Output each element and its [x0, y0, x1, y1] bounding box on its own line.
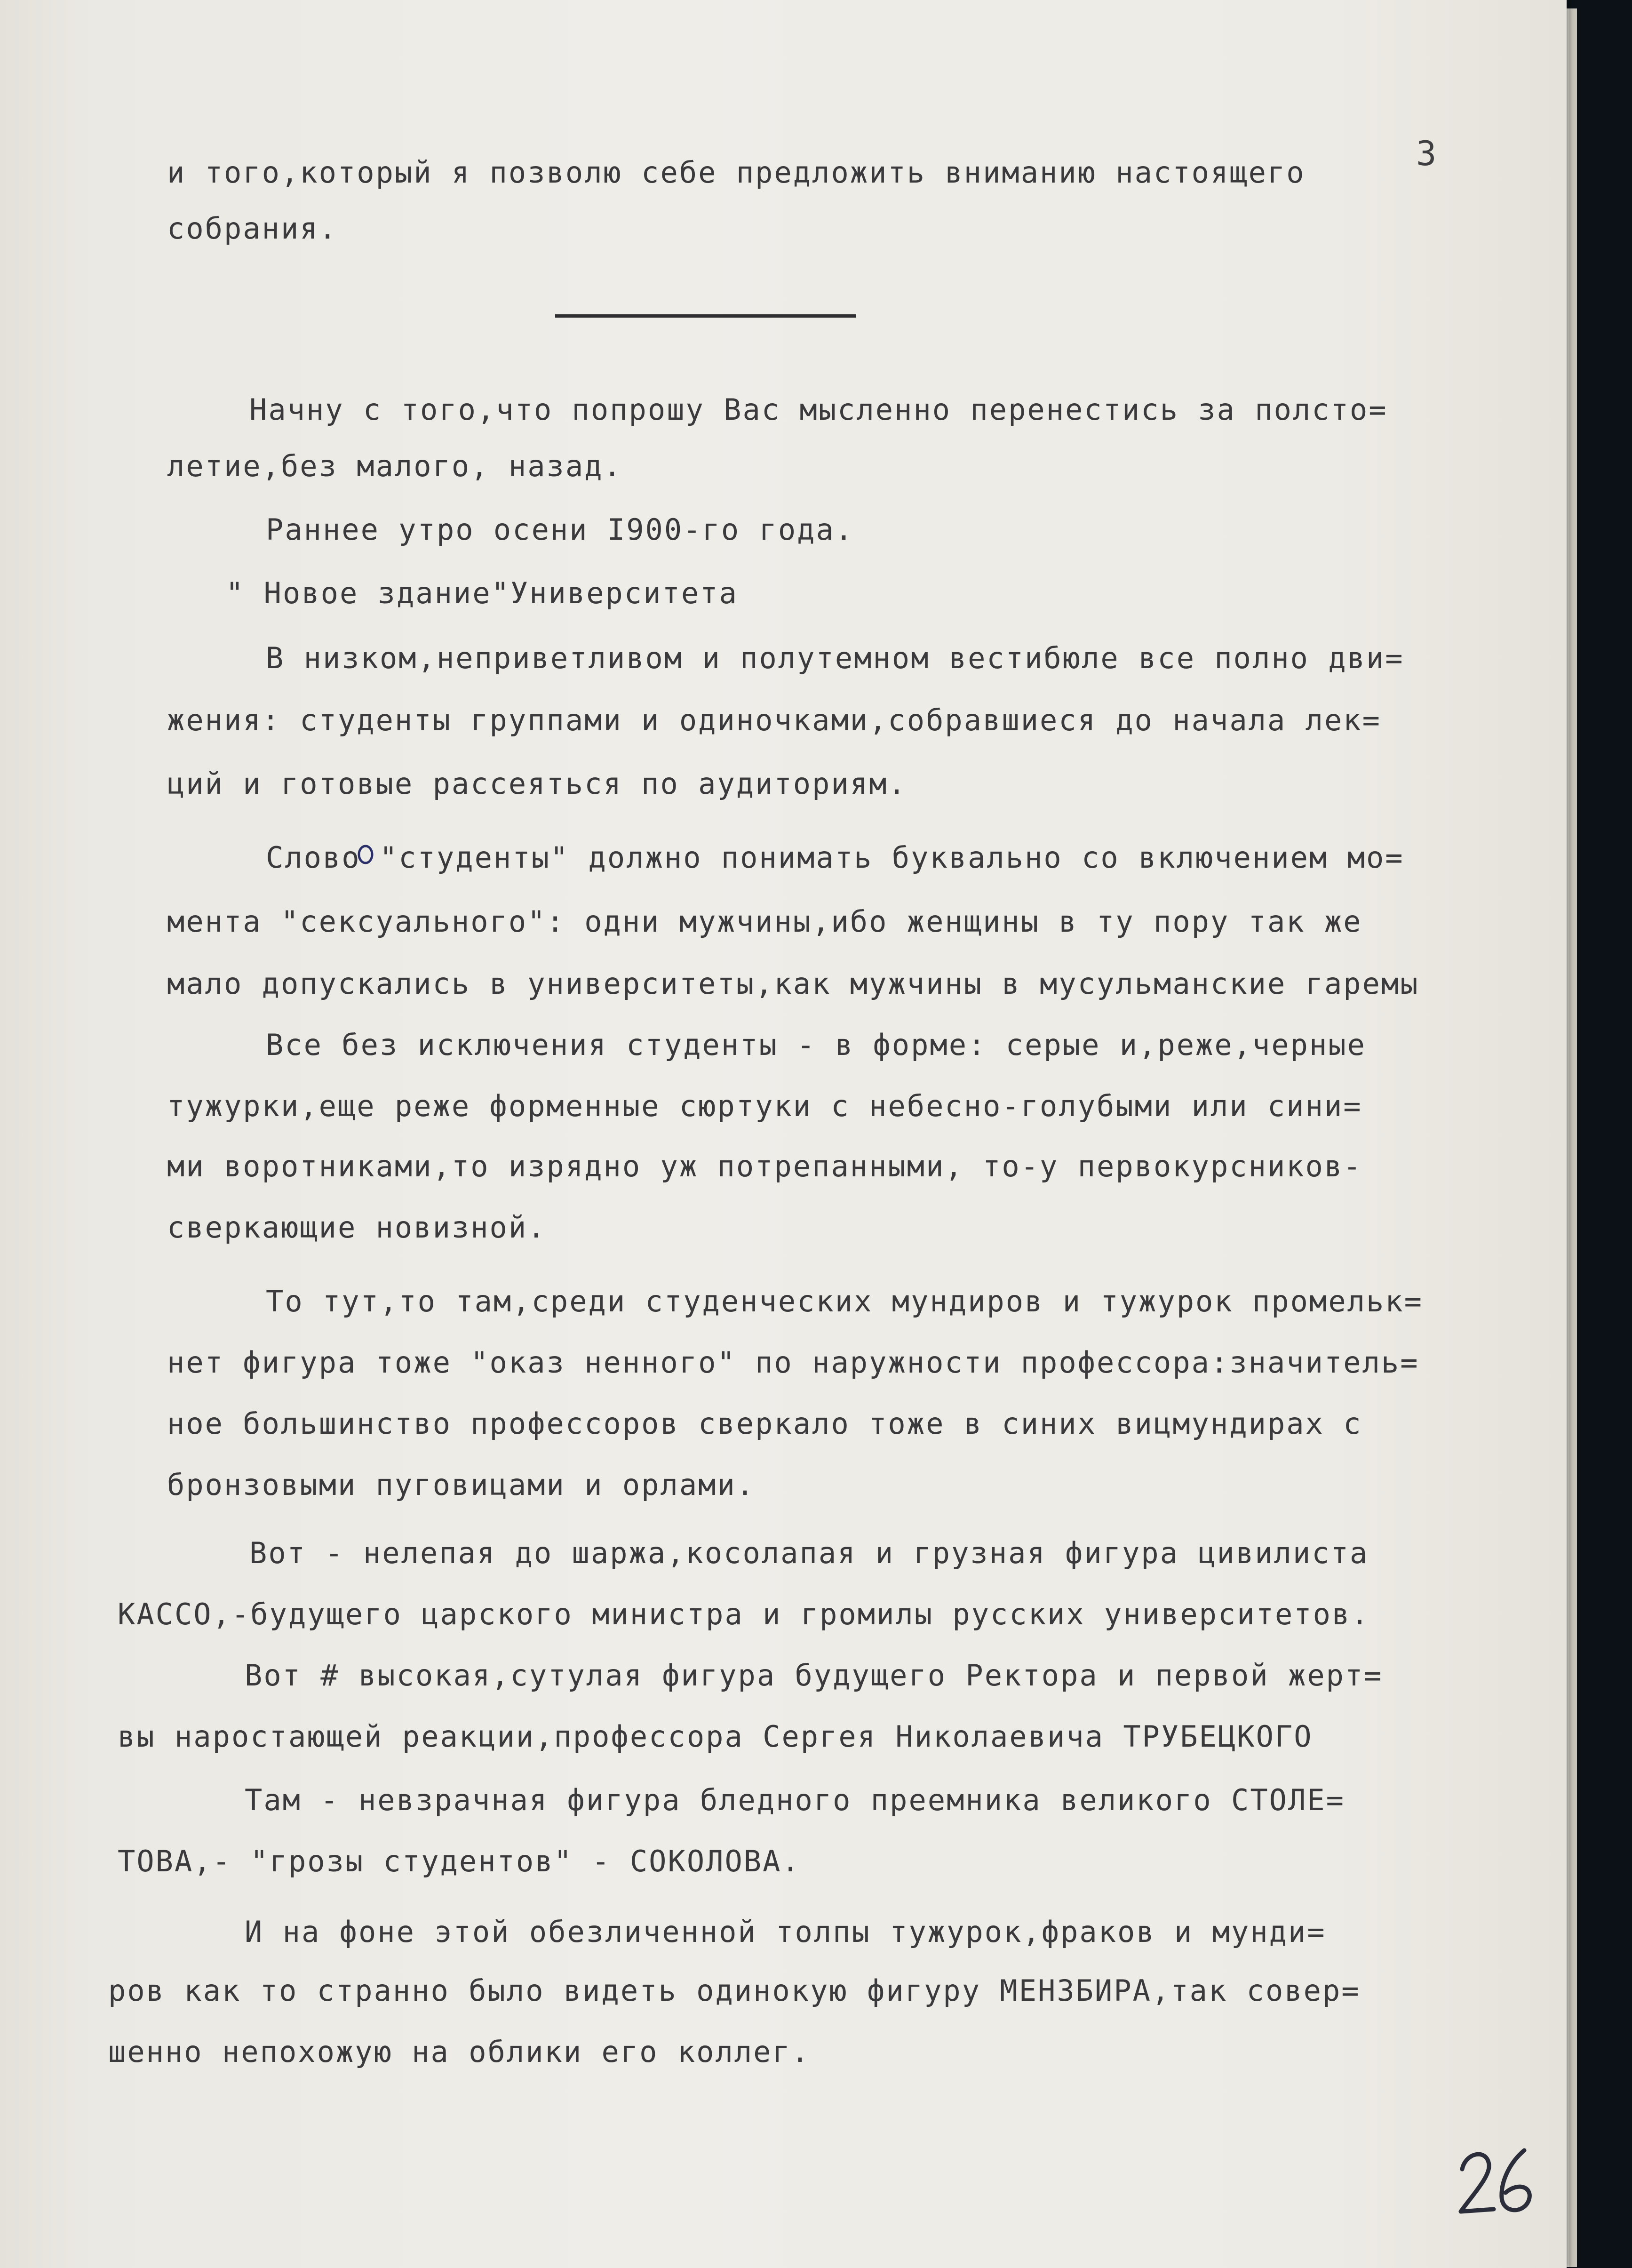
text-line: и того,который я позволю себе предложить вниманию настоящего [167, 155, 1306, 190]
text-line: Слово "студенты" должно понимать буквально со включением мо= [266, 840, 1404, 875]
page-number: 3 [1416, 134, 1438, 173]
ink-correction-mark [355, 842, 376, 866]
text-line: КАССО,-будущего царского министра и громилы русских университетов. [118, 1597, 1370, 1631]
text-line: ций и готовые рассеяться по аудиториям. [167, 767, 907, 801]
text-line: сверкающие новизной. [167, 1210, 547, 1245]
text-line: И на фоне этой обезличенной толпы тужурок,фраков и мунди= [245, 1915, 1326, 1949]
text-line: Начну с того,что попрошу Вас мысленно перенестись за полсто= [249, 392, 1388, 427]
text-line: мало допускались в университеты,как мужчины в мусульманские гаремы [167, 966, 1419, 1001]
text-line: собрания. [167, 211, 338, 246]
text-line: нет фигура тоже "оказ ненного" по наружности профессора:значитель= [167, 1345, 1419, 1380]
text-line: Раннее утро осени I900-го года. [266, 512, 854, 547]
text-line: ми воротниками,то изрядно уж потрепанными, то-у первокурсников- [167, 1149, 1362, 1183]
text-line: В низком,неприветливом и полутемном вестибюле все полно дви= [266, 641, 1404, 675]
text-line: ров как то странно было видеть одинокую фигуру МЕНЗБИРА,так совер= [108, 1973, 1361, 2008]
page-edge [1569, 8, 1577, 2267]
text-line: Вот # высокая,сутулая фигура будущего Ректора и первой жерт= [245, 1658, 1383, 1693]
text-line: бронзовыми пуговицами и орлами. [167, 1468, 756, 1502]
text-line: Все без исключения студенты - в форме: серые и,реже,черные [266, 1028, 1366, 1062]
section-divider [555, 314, 856, 318]
text-line: Вот - нелепая до шаржа,косолапая и грузная фигура цивилиста [249, 1536, 1369, 1570]
text-line: тужурки,еще реже форменные сюртуки с небесно-голубыми или сини= [167, 1089, 1362, 1123]
text-line: ТОВА,- "грозы студентов" - СОКОЛОВА. [118, 1844, 801, 1878]
text-line: мента "сексуального": одни мужчины,ибо женщины в ту пору так же [167, 904, 1362, 939]
text-line: жения: студенты группами и одиночками,собравшиеся до начала лек= [167, 703, 1381, 737]
text-line: То тут,то там,среди студенческих мундиров и тужурок промельк= [266, 1284, 1423, 1318]
text-line: Там - невзрачная фигура бледного преемника великого СТОЛЕ= [245, 1783, 1345, 1817]
text-line: вы наростающей реакции,профессора Сергея Николаевича ТРУБЕЦКОГО [118, 1719, 1313, 1754]
text-line: шенно непохожую на облики его коллег. [108, 2035, 811, 2069]
text-line: ное большинство профессоров сверкало тоже в синих вицмундирах с [167, 1406, 1362, 1441]
handwritten-archive-number [1454, 2143, 1543, 2219]
text-line: летие,без малого, назад. [167, 449, 622, 483]
text-line: " Новое здание"Университета [226, 576, 738, 610]
